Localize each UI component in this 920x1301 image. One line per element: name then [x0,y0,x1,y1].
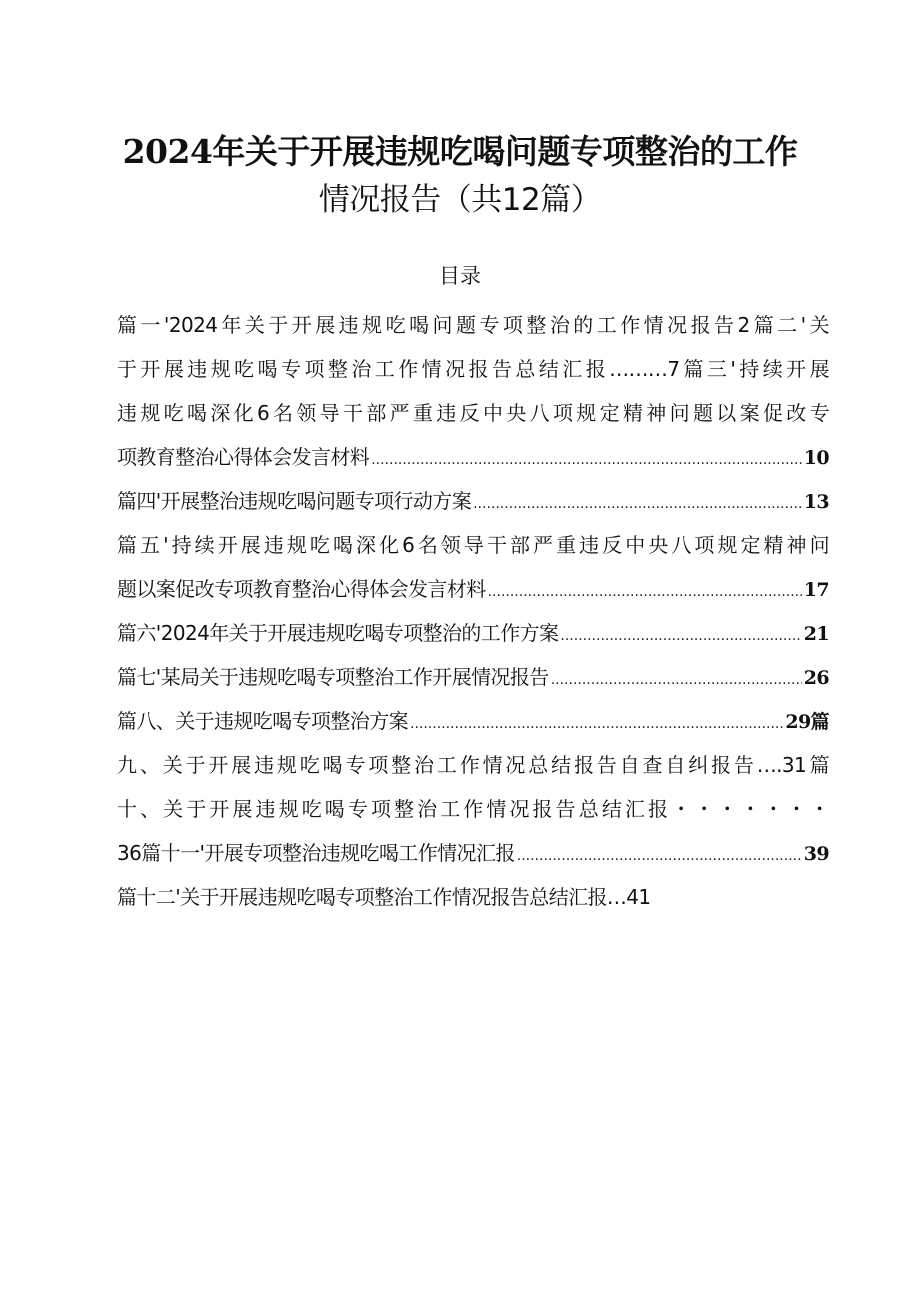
toc-page-number: 10 [803,447,829,469]
toc-line-text: 题以案促改专项教育整治心得体会发言材料 [117,577,486,601]
toc-line-text: 于开展违规吃喝专项整治工作情况报告总结汇报………7篇三'持续开展 [117,357,829,381]
toc-line [117,831,829,875]
toc-line-text: 篇四'开展整治违规吃喝问题专项行动方案 [117,489,472,513]
toc-line-text: 36篇十一'开展专项整治违规吃喝工作情况汇报 [117,841,515,865]
toc-line [117,875,829,919]
toc-line-text: 篇六'2024年关于开展违规吃喝专项整治的工作方案 [117,621,559,645]
toc-line-text: 篇十二'关于开展违规吃喝专项整治工作情况报告总结汇报…41 [117,885,651,909]
toc-line-text: 十、关于开展违规吃喝专项整治工作情况报告总结汇报・・・・・・・ [117,797,829,821]
document-title-line-2: 情况报告（共12篇） [318,182,602,218]
toc-page-number: 26 [803,667,829,689]
toc-line-text: 项教育整治心得体会发言材料 [117,445,370,469]
toc-line-text: 篇五'持续开展违规吃喝深化6名领导干部严重违反中央八项规定精神问 [117,533,829,557]
toc-heading: 目录 [439,264,481,288]
toc-leader-dots [517,834,802,875]
toc-page-number: 17 [803,579,829,601]
toc-page-number: 21 [803,623,829,645]
table-of-contents [117,303,829,919]
toc-line [117,523,829,567]
document-title-line-1: 2024年关于开展违规吃喝问题专项整治的工作 [122,132,798,171]
toc-line-text: 篇八、关于违规吃喝专项整治方案 [117,709,408,733]
toc-line-text: 违规吃喝深化6名领导干部严重违反中央八项规定精神问题以案促改专 [117,401,829,425]
toc-page-number: 29篇 [785,711,829,733]
toc-line [117,303,829,347]
toc-line [117,567,829,611]
toc-line [117,347,829,391]
toc-line [117,435,829,479]
toc-line [117,699,829,743]
toc-line [117,787,829,831]
toc-leader-dots [410,702,783,743]
toc-leader-dots [551,658,802,699]
toc-line-text: 篇一'2024年关于开展违规吃喝问题专项整治的工作情况报告2篇二'关 [117,313,829,337]
toc-line [117,391,829,435]
toc-line-text: 九、关于开展违规吃喝专项整治工作情况总结报告自查自纠报告….31篇 [117,753,829,777]
toc-line [117,655,829,699]
toc-line [117,479,829,523]
toc-page-number: 39 [803,843,829,865]
toc-page-number: 13 [803,491,829,513]
toc-line [117,611,829,655]
toc-line-text: 篇七'某局关于违规吃喝专项整治工作开展情况报告 [117,665,549,689]
toc-line [117,743,829,787]
toc-leader-dots [371,438,802,479]
toc-leader-dots [488,570,802,611]
toc-leader-dots [473,482,802,523]
toc-leader-dots [560,614,801,655]
